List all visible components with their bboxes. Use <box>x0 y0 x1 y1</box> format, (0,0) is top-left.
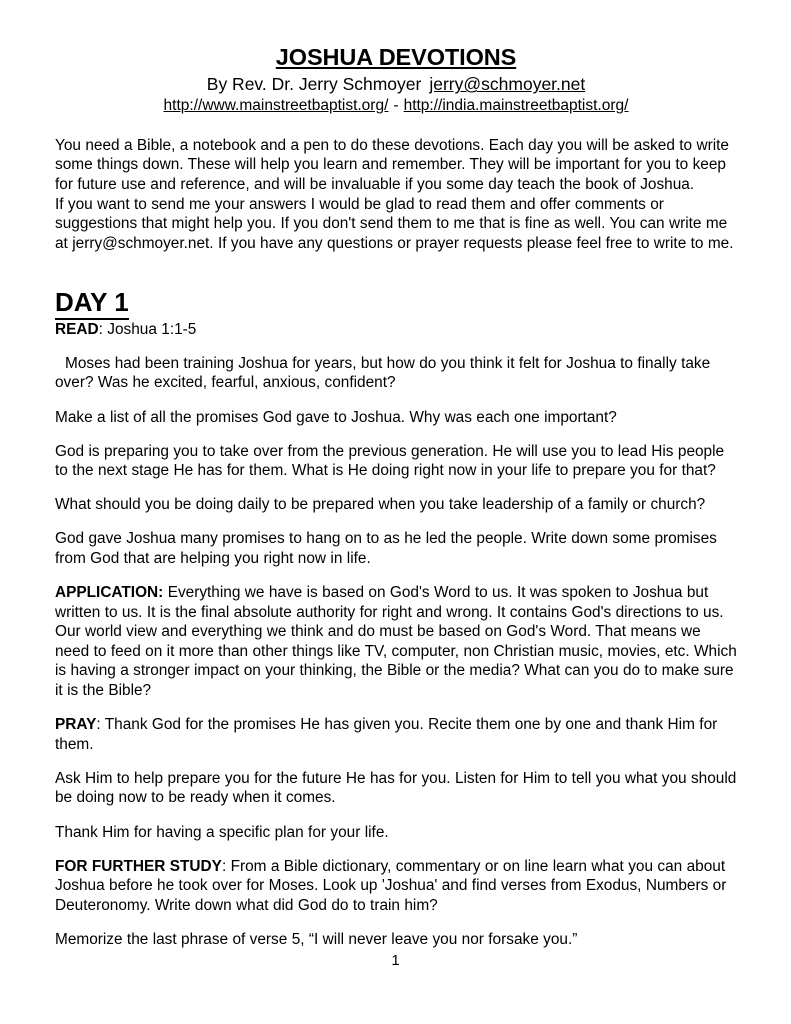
india-site-link[interactable]: http://india.mainstreetbaptist.org/ <box>403 96 629 114</box>
page-number: 1 <box>391 952 400 969</box>
day-paragraph-3: God is preparing you to take over from the previous generation. He will use you to lead His people to the next stage He has for them. What is He doing right now in your life to prepare you for that? <box>55 442 725 480</box>
website-links <box>55 97 737 115</box>
day-paragraph-1: Moses had been training Joshua for years, but how do you think it felt for Joshua to finally take over? Was he excited, fearful, anxious, confident? <box>55 354 711 392</box>
pray-paragraph <box>55 715 737 754</box>
pray-text: : Thank God for the promises He has given you. Recite them one by one and thank Him for them. <box>55 716 718 753</box>
further-study-paragraph <box>55 857 737 916</box>
day-paragraph-5: God gave Joshua many promises to hang on to as he led the people. Write down some promises from God that are helping you right now in life. <box>55 530 717 567</box>
application-text: Everything we have is based on God's Word to us. It was spoken to Joshua but written to us. It is the final absolute authority for right and wrong. It contains God's directions to us. Our world view and everything we think and do must be based on God's Word. That means we need to feed on it more than other things like TV, computer, non Christian music, movies, etc. Which is having a stronger impact on your thinking, the Bible or the media? What can you do to make sure it is the Bible? <box>55 584 737 700</box>
main-site-link[interactable]: http://www.mainstreetbaptist.org/ <box>163 96 389 114</box>
intro-paragraph-1: You need a Bible, a notebook and a pen to do these devotions. Each day you will be asked to write some things down. These will help you learn and remember. They will be important for you to keep for future use and reference, and will be invaluable if you some day teach the book of Joshua. <box>55 136 729 194</box>
further-study-label: FOR FURTHER STUDY <box>55 857 222 875</box>
further-study-text: : From a Bible dictionary, commentary or on line learn what you can about Joshua before he took over for Moses. Look up 'Joshua' and find verses from Exodus, Numbers or Deuteronomy. Write down what did God do to train him? <box>55 857 727 914</box>
application-label: APPLICATION: <box>55 584 164 602</box>
day-paragraph-4: What should you be doing daily to be prepared when you take leadership of a family or church? <box>55 496 706 514</box>
byline <box>55 74 737 94</box>
link-separator: - <box>393 96 399 114</box>
application-paragraph <box>55 583 737 701</box>
document-title <box>55 44 737 70</box>
read-line <box>55 320 737 340</box>
read-reference: : Joshua 1:1-5 <box>98 320 197 338</box>
pray-label: PRAY <box>55 716 97 734</box>
author-email-link[interactable]: jerry@schmoyer.net <box>429 74 586 95</box>
author-name: By Rev. Dr. Jerry Schmoyer <box>206 74 422 95</box>
intro-paragraph-2: If you want to send me your answers I would be glad to read them and offer comments or suggestions that might help you. If you don't send them to me that is fine as well. You can write me at jerry@schmoyer.net. If you have any questions or prayer requests please feel free to write to me. <box>55 195 734 252</box>
document-title-text: JOSHUA DEVOTIONS <box>275 44 517 70</box>
memorize-paragraph: Memorize the last phrase of verse 5, “I will never leave you nor forsake you.” <box>55 930 578 948</box>
day-heading: DAY 1 <box>55 289 129 319</box>
pray-paragraph-3: Thank Him for having a specific plan for your life. <box>55 823 389 841</box>
day-heading-container <box>55 289 737 319</box>
pray-paragraph-2: Ask Him to help prepare you for the future He has for you. Listen for Him to tell you what you should be doing now to be ready when it comes. <box>55 769 737 807</box>
day-paragraph-2: Make a list of all the promises God gave to Joshua. Why was each one important? <box>55 408 617 426</box>
read-label: READ <box>55 320 99 338</box>
introduction-section <box>55 136 737 254</box>
